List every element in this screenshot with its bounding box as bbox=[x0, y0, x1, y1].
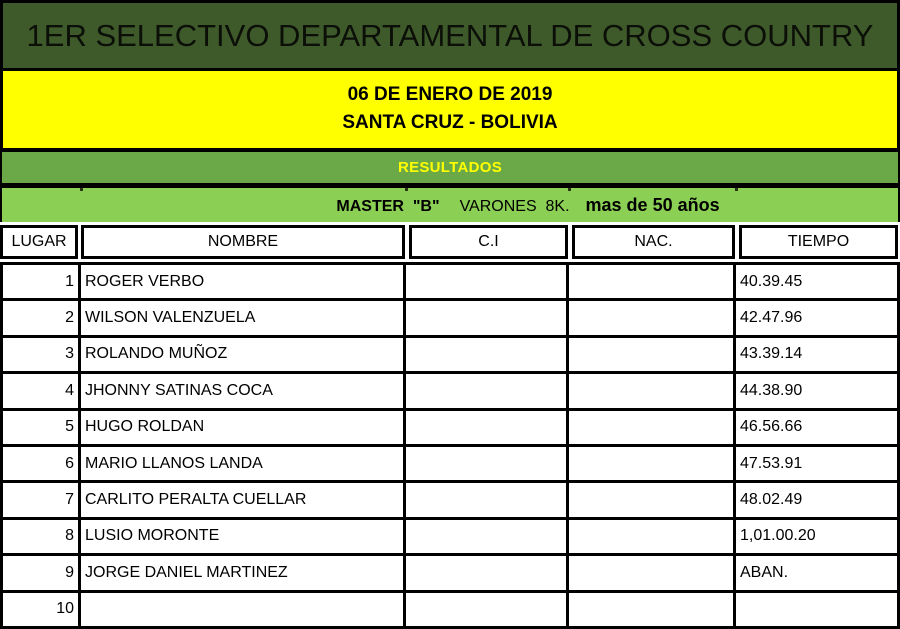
category-class: MASTER "B" bbox=[336, 197, 440, 215]
results-table bbox=[0, 262, 900, 629]
cell-nac bbox=[569, 556, 733, 589]
cell-nac bbox=[569, 265, 733, 298]
cell-tiempo: 44.38.90 bbox=[736, 374, 897, 407]
cell-nac bbox=[569, 411, 733, 444]
cell-nac bbox=[569, 447, 733, 480]
cell-ci bbox=[406, 411, 566, 444]
cell-nombre: ROGER VERBO bbox=[81, 265, 403, 298]
cell-nombre: WILSON VALENZUELA bbox=[81, 301, 403, 334]
cell-lugar: 1 bbox=[3, 265, 78, 298]
cell-nac bbox=[569, 301, 733, 334]
cell-tiempo: 40.39.45 bbox=[736, 265, 897, 298]
cell-ci bbox=[406, 556, 566, 589]
cell-tiempo: 46.56.66 bbox=[736, 411, 897, 444]
cell-lugar: 3 bbox=[3, 338, 78, 371]
cell-ci bbox=[406, 447, 566, 480]
resultados-label: RESULTADOS bbox=[397, 159, 503, 176]
cell-tiempo: 43.39.14 bbox=[736, 338, 897, 371]
cell-lugar: 9 bbox=[3, 556, 78, 589]
cell-ci bbox=[406, 301, 566, 334]
cell-nombre: MARIO LLANOS LANDA bbox=[81, 447, 403, 480]
grid-tick bbox=[80, 188, 83, 191]
column-header-lugar: LUGAR bbox=[0, 225, 78, 259]
cell-lugar: 2 bbox=[3, 301, 78, 334]
event-title: 1ER SELECTIVO DEPARTAMENTAL DE CROSS COUNTRY bbox=[26, 17, 874, 53]
cell-nombre: HUGO ROLDAN bbox=[81, 411, 403, 444]
date-banner bbox=[0, 71, 900, 152]
cell-lugar: 8 bbox=[3, 520, 78, 553]
cell-nombre: ROLANDO MUÑOZ bbox=[81, 338, 403, 371]
cell-nac bbox=[569, 593, 733, 626]
cell-tiempo: ABAN. bbox=[736, 556, 897, 589]
cell-tiempo: 48.02.49 bbox=[736, 483, 897, 516]
cell-lugar: 7 bbox=[3, 483, 78, 516]
cell-nac bbox=[569, 483, 733, 516]
column-header-ci: C.I bbox=[409, 225, 568, 259]
cell-tiempo: 42.47.96 bbox=[736, 301, 897, 334]
cell-ci bbox=[406, 593, 566, 626]
cell-lugar: 5 bbox=[3, 411, 78, 444]
category-text bbox=[336, 195, 719, 216]
cell-nac bbox=[569, 338, 733, 371]
cell-tiempo: 1,01.00.20 bbox=[736, 520, 897, 553]
grid-tick bbox=[735, 188, 738, 191]
cell-nombre bbox=[81, 593, 403, 626]
cell-tiempo: 47.53.91 bbox=[736, 447, 897, 480]
cell-ci bbox=[406, 265, 566, 298]
cell-tiempo bbox=[736, 593, 897, 626]
resultados-banner bbox=[0, 152, 900, 188]
category-age-group: mas de 50 años bbox=[585, 194, 720, 215]
cell-ci bbox=[406, 338, 566, 371]
column-header-tiempo: TIEMPO bbox=[739, 225, 898, 259]
cell-nombre: LUSIO MORONTE bbox=[81, 520, 403, 553]
cell-lugar: 10 bbox=[3, 593, 78, 626]
cell-nombre: JHONNY SATINAS COCA bbox=[81, 374, 403, 407]
cell-nac bbox=[569, 374, 733, 407]
column-header-nac: NAC. bbox=[572, 225, 735, 259]
grid-tick bbox=[568, 188, 571, 191]
event-date: 06 DE ENERO DE 2019 bbox=[347, 84, 553, 106]
category-banner bbox=[0, 188, 900, 222]
category-gender-distance: VARONES 8K. bbox=[459, 197, 570, 215]
column-header-nombre: NOMBRE bbox=[81, 225, 405, 259]
cell-lugar: 6 bbox=[3, 447, 78, 480]
event-location: SANTA CRUZ - BOLIVIA bbox=[342, 112, 558, 133]
cell-nombre: CARLITO PERALTA CUELLAR bbox=[81, 483, 403, 516]
cell-ci bbox=[406, 483, 566, 516]
cell-ci bbox=[406, 520, 566, 553]
title-banner bbox=[0, 0, 900, 71]
grid-tick bbox=[405, 188, 408, 191]
cell-nombre: JORGE DANIEL MARTINEZ bbox=[81, 556, 403, 589]
cell-lugar: 4 bbox=[3, 374, 78, 407]
cell-ci bbox=[406, 374, 566, 407]
cell-nac bbox=[569, 520, 733, 553]
